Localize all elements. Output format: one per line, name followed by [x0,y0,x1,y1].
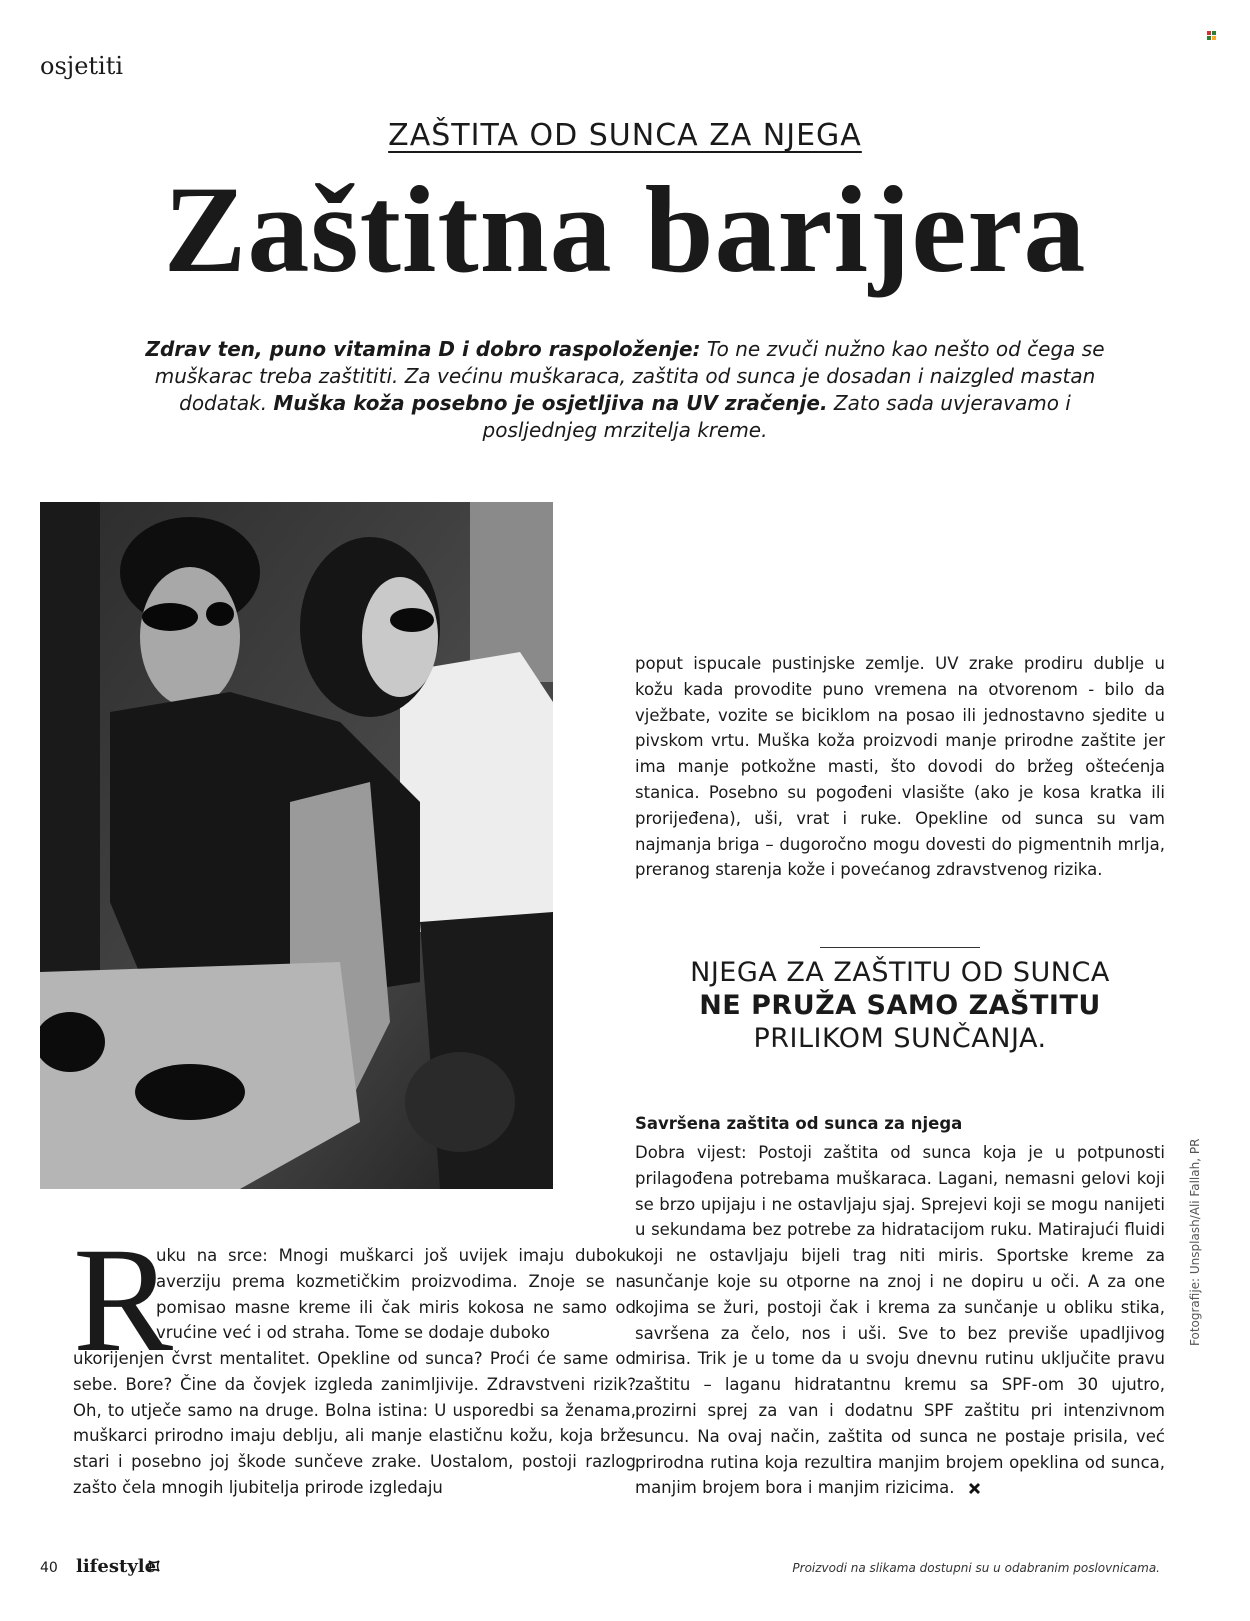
footer-note: Proizvodi na slikama dostupni su u odabranim poslovnicama. [792,1561,1160,1575]
lede-bold-2: Muška koža posebno je osjetljiva na UV zračenje. [273,391,828,415]
lede-text-2: Zato sada uvjeravamo i posljednjeg mrzitelja kreme. [482,391,1071,442]
subheading: Savršena zaštita od sunca za njega [635,1114,963,1133]
article-title: Zaštitna barijera [163,161,1087,298]
lifestyle-brand-icon [146,1558,162,1574]
body-text-right [635,1140,1165,1501]
pullquote-rule [820,947,980,948]
pullquote-line-1: NJEGA ZA ZAŠTITU OD SUNCA [690,957,1110,988]
end-of-article-icon [969,1483,980,1494]
lede-text-1: To ne zvuči nužno kao nešto od čega se muškarac treba zaštititi. Za većinu muškaraca, zaštita od sunca je dosadan i naizgled mastan dodatak. [154,337,1105,415]
pullquote-line-3: PRILIKOM SUNČANJA. [753,1023,1047,1054]
section-label: osjetiti [40,52,124,80]
couple-photo [40,502,553,1189]
footer-brand: lifestyle [76,1556,157,1577]
photo-credit: Fotografije: Unsplash/Ali Fallah, PR [1188,1138,1202,1346]
article-kicker: ZAŠTITA OD SUNCA ZA NJEGA [388,118,862,153]
corner-logo-icon [1207,31,1216,40]
page-number: 40 [40,1560,58,1576]
article-lede [140,336,1110,444]
pullquote-line-2: NE PRUŽA SAMO ZAŠTITU [699,990,1101,1021]
body-text-left: ukorijenjen čvrst mentalitet. Opekline od sunca? Proći će same od sebe. Bore? Čine da čovjek izgleda zanimljivije. Zdravstveni rizik? Oh, to utječe samo na druge. Bolna istina: U usporedbi sa ženama, muškarci prirodno imaju deblju, ali manje elastičnu kožu, koja brže stari i posebno joj škode sunčeve zrake. Uostalom, postoji razlog zašto čela mnogih ljubitelja prirode izgledaju [73,1349,636,1497]
lede-bold-1: Zdrav ten, puno vitamina D i dobro raspoloženje: [145,337,701,361]
body-text-left-first: uku na srce: Mnogi muškarci još uvijek imaju duboku averziju prema kozmetičkim proizvodima. Znoje se na pomisao masne kreme ili čak miris kokosa ne samo od vrućine već i od straha. Tome se dodaje duboko [156,1246,636,1343]
body-right-text: Dobra vijest: Postoji zaštita od sunca koja je u potpunosti prilagođena potrebama muškaraca. Lagani, nemasni gelovi koji se brzo upijaju i ne ostavljaju sjaj. Sprejevi koji se mogu nanijeti u sekundama bez potrebe za hidratacijom ruku. Matirajući fluidi koji ne ostavljaju bijeli trag niti miris. Sportske kreme za sunčanje koje su otporne na znoj i ne dopiru u oči. A za one kojima se žuri, postoji čak i krema za sunčanje u obliku stika, savršena za čelo, nos i uši. Sve to bez previše upadljivog mirisa. Trik je u tome da u svoju dnevnu rutinu uključite pravu zaštitu – laganu hidratantnu kremu sa SPF-om 30 ujutro, prozirni sprej za van i dodatnu SPF zaštitu pri intenzivnom suncu. Na ovaj način, zaštita od sunca ne postaje prisila, već prirodna rutina koja rezultira manjim brojem opeklina od sunca, manjim brojem bora i manjim rizicima. [635,1143,1165,1498]
drop-cap: R [73,1217,174,1383]
pullquote [635,956,1165,1055]
body-text-top: poput ispucale pustinjske zemlje. UV zrake prodiru dublje u kožu kada provodite puno vremena na otvorenom - bilo da vježbate, vozite se biciklom na posao ili jednostavno sjedite u pivskom vrtu. Muška koža proizvodi manje prirodne zaštite jer ima manje potkožne masti, što dovodi do bržeg oštećenja stanica. Posebno su pogođeni vlasište (ako je kosa kratka ili prorijeđena), uši, vrat i ruke. Opekline od sunca su vam najmanja briga – dugoročno mogu dovesti do pigmentnih mrlja, preranog starenja kože i povećanog zdravstvenog rizika. [635,654,1165,880]
